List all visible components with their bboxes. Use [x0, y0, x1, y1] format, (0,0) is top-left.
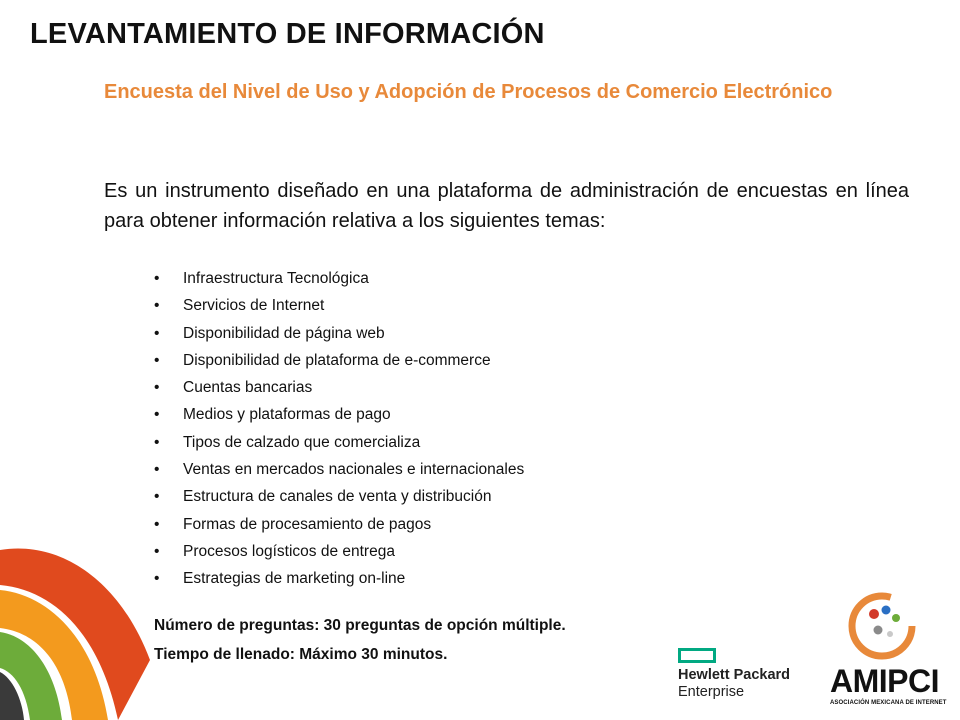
topic-label: Disponibilidad de plataforma de e-commerce — [183, 351, 491, 369]
bullet-icon: • — [154, 324, 160, 342]
fill-time-text: Tiempo de llenado: Máximo 30 minutos. — [154, 646, 448, 663]
decorative-swoosh — [0, 540, 170, 720]
list-item — [154, 511, 524, 538]
bullet-icon: • — [154, 406, 160, 424]
bullet-icon: • — [154, 461, 160, 479]
bullet-icon: • — [154, 542, 160, 560]
bullet-icon: • — [154, 515, 160, 533]
list-item — [154, 401, 524, 428]
amipci-wordmark: AMIPCI — [830, 663, 939, 699]
bullet-icon: • — [154, 270, 160, 287]
bullet-icon: • — [154, 379, 160, 397]
list-item — [154, 538, 524, 565]
list-item — [154, 483, 524, 510]
survey-subtitle: Encuesta del Nivel de Uso y Adopción de Procesos de Comercio Electrónico — [104, 81, 833, 103]
topic-label: Formas de procesamiento de pagos — [183, 515, 432, 533]
list-item — [154, 292, 524, 319]
questions-count-text: Número de preguntas: 30 preguntas de opción múltiple. — [154, 617, 566, 634]
bullet-icon: • — [154, 433, 160, 451]
topic-label: Tipos de calzado que comercializa — [183, 433, 421, 451]
bullet-icon: • — [154, 488, 160, 506]
list-item — [154, 320, 524, 347]
hpe-name-line1: Hewlett Packard — [678, 667, 791, 683]
topics-list — [154, 265, 524, 593]
list-item — [154, 456, 524, 483]
topic-label: Ventas en mercados nacionales e internacionales — [183, 461, 525, 479]
bullet-icon: • — [154, 570, 160, 588]
topic-label: Estrategias de marketing on-line — [183, 570, 406, 588]
topic-label: Infraestructura Tecnológica — [183, 270, 369, 287]
hpe-name-line2: Enterprise — [678, 684, 745, 700]
topic-label: Medios y plataformas de pago — [183, 406, 391, 424]
list-item — [154, 374, 524, 401]
list-item — [154, 565, 524, 592]
topic-label: Cuentas bancarias — [183, 379, 313, 397]
slide-title: LEVANTAMIENTO DE INFORMACIÓN — [30, 18, 545, 50]
bullet-icon: • — [154, 297, 160, 315]
hpe-logo — [678, 648, 808, 704]
topic-label: Estructura de canales de venta y distribución — [183, 488, 492, 506]
hpe-rectangle-icon — [678, 648, 716, 663]
intro-paragraph: Es un instrumento diseñado en una plataforma de administración de encuestas en línea para obtener información relativa a los siguientes temas: — [104, 180, 909, 232]
topic-label: Procesos logísticos de entrega — [183, 542, 395, 560]
list-item — [154, 347, 524, 374]
bullet-icon: • — [154, 351, 160, 369]
amipci-tagline: ASOCIACIÓN MEXICANA DE INTERNET — [830, 700, 947, 706]
amipci-logo — [826, 590, 956, 716]
topic-label: Disponibilidad de página web — [183, 324, 385, 342]
list-item — [154, 265, 524, 292]
list-item — [154, 429, 524, 456]
topic-label: Servicios de Internet — [183, 297, 325, 315]
amipci-emblem-icon — [842, 590, 922, 662]
